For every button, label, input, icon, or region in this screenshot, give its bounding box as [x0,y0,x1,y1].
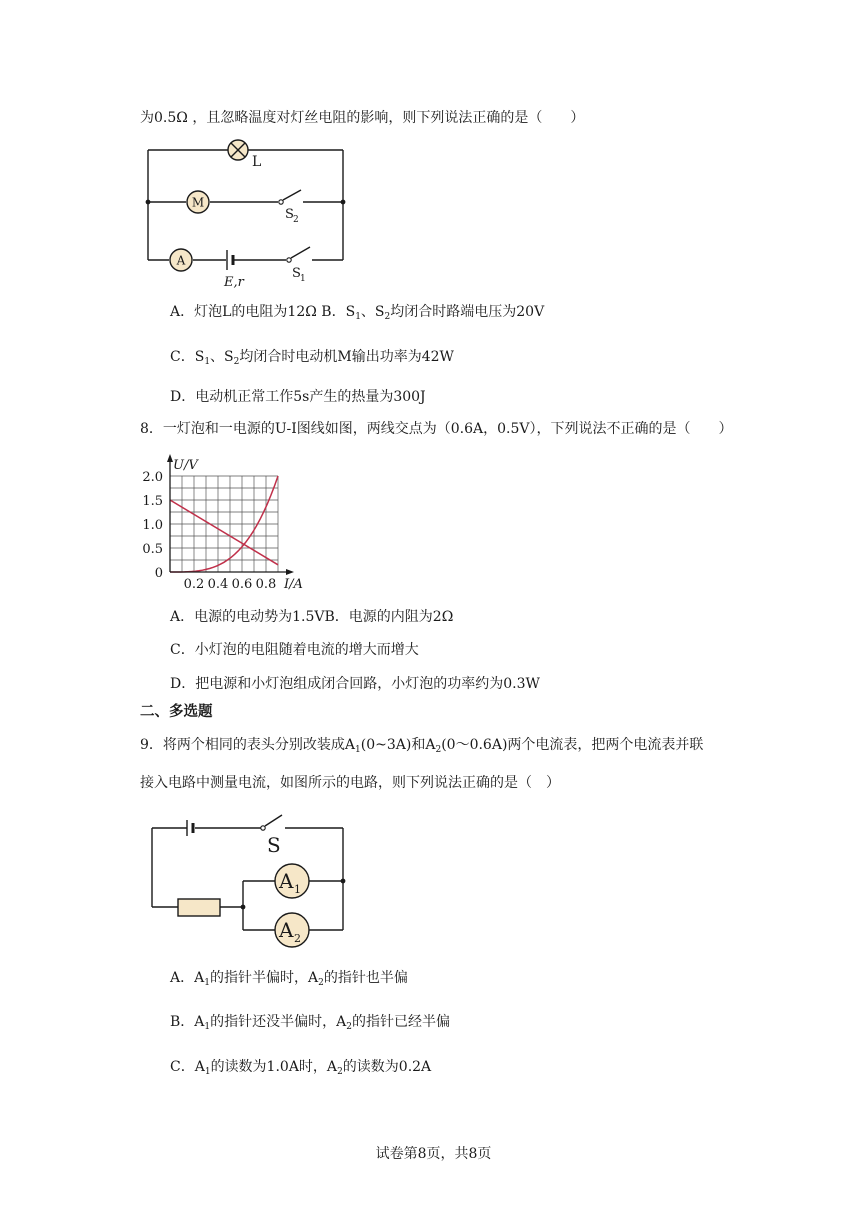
q9-option-c: C．$A_1$的读数为1.0A时，$A_2$的读数为0.2A [170,1059,432,1077]
q8-stem: 8．一灯泡和一电源的U-I图线如图，两线交点为（0.6A，0.5V），下列说法不正确的是（ ） [140,421,733,437]
y-tick-label: 0.5 [142,542,163,557]
q8-option-d: D．把电源和小灯泡组成闭合回路，小灯泡的功率约为0.3W [170,676,540,692]
s1-label: S [292,266,301,281]
q9-option-a: A．$A_1$的指针半偏时，$A_2$的指针也半偏 [170,970,408,988]
y-tick-label: 1.5 [142,494,163,509]
section-title: 二、多选题 [140,703,213,720]
q9-stem-line1: 9．将两个相同的表头分别改装成$A_1(0\sim 3A)$和$A_2(0\sim 0.6A)$两个电流表，把两个电流表并联 [140,737,704,755]
battery-symbol [187,820,193,836]
y-tick-label: 0 [154,566,163,581]
motor-label: M [191,195,205,210]
x-axis-arrow [286,569,294,575]
y-tick-label: 1.0 [142,518,163,533]
q7-option-c: C．$S_1$、$S_2$均闭合时电动机M输出功率为42W [170,349,454,367]
q7-circuit-diagram [140,134,360,294]
x-axis-label: I/A [284,577,303,592]
q9-option-b: B．$A_1$的指针还没半偏时，$A_2$的指针已经半偏 [170,1014,450,1032]
s2-label: S [285,207,294,222]
ammeter-symbol [170,249,192,271]
x-tick-label: 0.8 [255,577,277,592]
q9-stem-line2: 接入电路中测量电流，如图所示的电路，则下列说法正确的是（ ） [140,775,560,791]
lamp-label: L [252,154,262,170]
svg-text:A: A [279,918,294,942]
ammeter-a2-symbol [275,913,309,947]
switch-label: S [267,833,281,857]
s1-sub: 1 [300,274,306,284]
x-tick-label: 0.4 [207,577,229,592]
q8-option-b: B．电源的内阻为2Ω [324,609,454,625]
y-tick-label: 2.0 [142,470,163,485]
source-label: E,r [224,275,244,290]
q8-option-a: A．电源的电动势为1.5V [170,609,325,625]
s2-sub: 2 [293,215,299,225]
x-tick-label: 0.2 [183,577,205,592]
page-footer: 试卷第8页，共8页 [375,1146,492,1162]
ammeter-label: A [176,253,186,268]
battery-symbol [227,250,233,270]
q7-option-a-b [170,302,544,322]
svg-text:1: 1 [294,883,301,896]
q8-option-a-b [170,607,453,627]
motor-symbol [187,191,209,213]
ammeter-a1-symbol [275,864,309,898]
x-tick-label: 0.6 [231,577,253,592]
q8-option-c: C．小灯泡的电阻随着电流的增大而增大 [170,642,419,658]
y-axis-label: U/V [173,458,198,473]
lamp-symbol [228,140,248,160]
power-source-line [170,500,278,565]
q7-option-d: D．电动机正常工作5s产生的热量为300J [170,389,426,405]
q8-ui-chart [140,448,350,598]
q7-stem: 为0.5Ω ，且忽略温度对灯丝电阻的影响，则下列说法正确的是（ ） [140,110,585,126]
svg-text:A: A [279,869,294,893]
q7-option-a: A．灯泡L的电阻为12Ω [170,304,317,320]
q9-circuit-diagram [145,810,355,960]
q7-option-b: B．$S_1$、$S_2$均闭合时路端电压为20V [321,304,545,322]
resistor-symbol [178,899,220,916]
svg-text:2: 2 [294,932,301,945]
